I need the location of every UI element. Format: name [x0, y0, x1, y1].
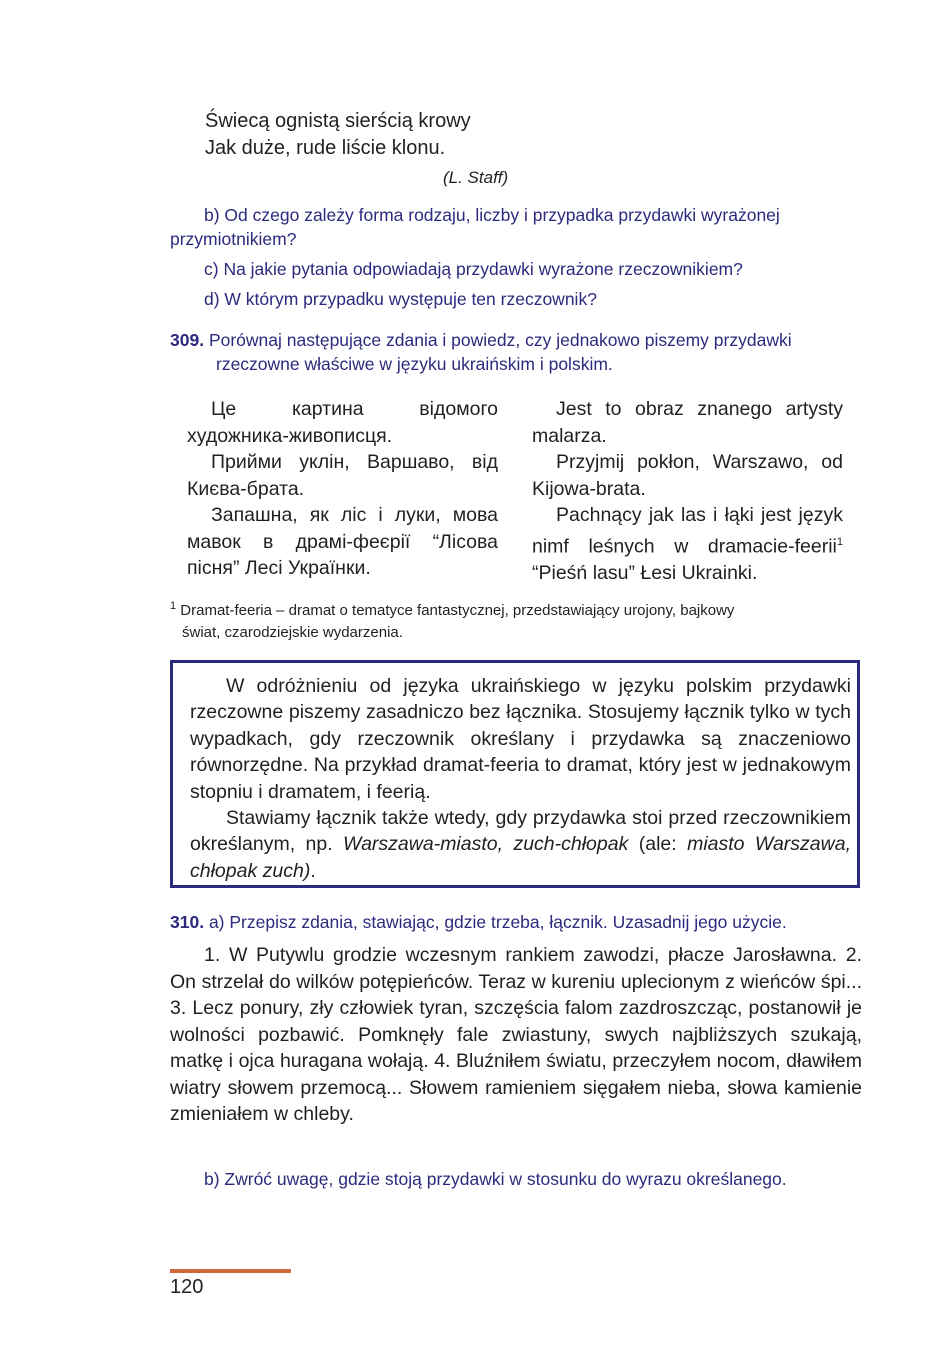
exercise-number: 309.: [170, 330, 205, 350]
question-c: c) Na jakie pytania odpowiadają przydawki wyrażone rzeczownikiem?: [204, 259, 743, 279]
poem-line: Świecą ognistą sierścią krowy: [205, 110, 471, 132]
polish-sentence: Pachnący jak las i łąki jest język nimf leśnych w dramacie-feerii$^1$ “Pieśń lasu” Łesi Ukrainki.: [532, 504, 843, 584]
ukrainian-sentence: Запашна, як ліс і луки, мова мавок в драмі-феєрії “Лісова пісня” Лесі Українки.: [187, 504, 498, 579]
poem: [205, 108, 471, 162]
question-b: b) Od czego zależy forma rodzaju, liczby i przypadka przydawki wyrażonej przymiotnikiem?: [170, 205, 780, 249]
exercise-number: 310.: [170, 912, 205, 932]
footnote: $^1$ Dramat-feeria – dramat o tematyce fantastycznej, przedstawiający urojony, bajkowy świat, czarodziejskie wydarzenia.: [170, 600, 735, 641]
question-d: d) W którym przypadku występuje ten rzeczownik?: [204, 289, 597, 309]
footer-rule: [170, 1269, 291, 1273]
ukrainian-sentence: Прийми уклін, Варшаво, від Києва-брата.: [187, 451, 498, 500]
polish-examples: [532, 396, 843, 586]
rule-example: miasto Warszawa, chłopak zuch): [190, 833, 851, 882]
ukrainian-examples: [187, 396, 498, 582]
exercise-309-heading: 309. Porównaj następujące zdania i powiedz, czy jednakowo piszemy przydawki rzeczowne właściwe w języku ukraińskim i polskim.: [170, 330, 792, 374]
polish-sentence: Jest to obraz znanego artysty malarza.: [532, 398, 843, 447]
rule-example: Warszawa-miasto, zuch-chłopak: [343, 833, 629, 856]
exercise-310-text: 1. W Putywlu grodzie wczesnym rankiem zawodzi, płacze Jarosławna. 2. On strzelał do wilków potępieńców. Teraz w kureniu uplecionym z wieńców śpi... 3. Lecz ponury, zły człowiek tyran, szczęścia falom zazdroszcząc, postanowił je wolności pozbawić. Pomknęły fale zwiastuny, swych najbliższych szukają, matkę i ojca huragana wołają. 4. Bluźniłem światu, przeczyłem nocom, dławiłem wiatry słowem przemocą... Słowem ramieniem sięgałem nieba, słowa kamienie zmieniałem w chleby.: [170, 944, 862, 1125]
page-number: 120: [170, 1276, 204, 1298]
rule-paragraph: W odróżnieniu od języka ukraińskiego w języku polskim przydawki rzeczowne piszemy zasadniczo bez łącznika. Stosujemy łącznik tylko w tych wypadkach, gdy rzeczownik określany i przydawka są znaczeniowo równorzędne. Na przykład dramat-feeria to dramat, który jest w jednakowym stopniu i dramatem, i feerią.: [190, 675, 851, 803]
rule-paragraph: Stawiamy łącznik także wtedy, gdy przydawka stoi przed rzeczownikiem określanym, np. Warszawa-miasto, zuch-chłopak (ale: miasto Warszawa, chłopak zuch).: [190, 807, 851, 882]
footnote-ref: 1: [836, 535, 843, 548]
grammar-rule-box: [170, 660, 860, 888]
ukrainian-sentence: Це картина відомого художника-живописця.: [187, 398, 498, 447]
exercise-310-task-b: b) Zwróć uwagę, gdzie stoją przydawki w stosunku do wyrazu określanego.: [204, 1169, 787, 1189]
exercise-310-heading: 310. a) Przepisz zdania, stawiając, gdzie trzeba, łącznik. Uzasadnij jego użycie.: [170, 912, 787, 932]
polish-sentence: Przyjmij pokłon, Warszawo, od Kijowa-brata.: [532, 451, 843, 500]
poem-author: (L. Staff): [443, 168, 509, 187]
poem-line: Jak duże, rude liście klonu.: [205, 137, 446, 159]
